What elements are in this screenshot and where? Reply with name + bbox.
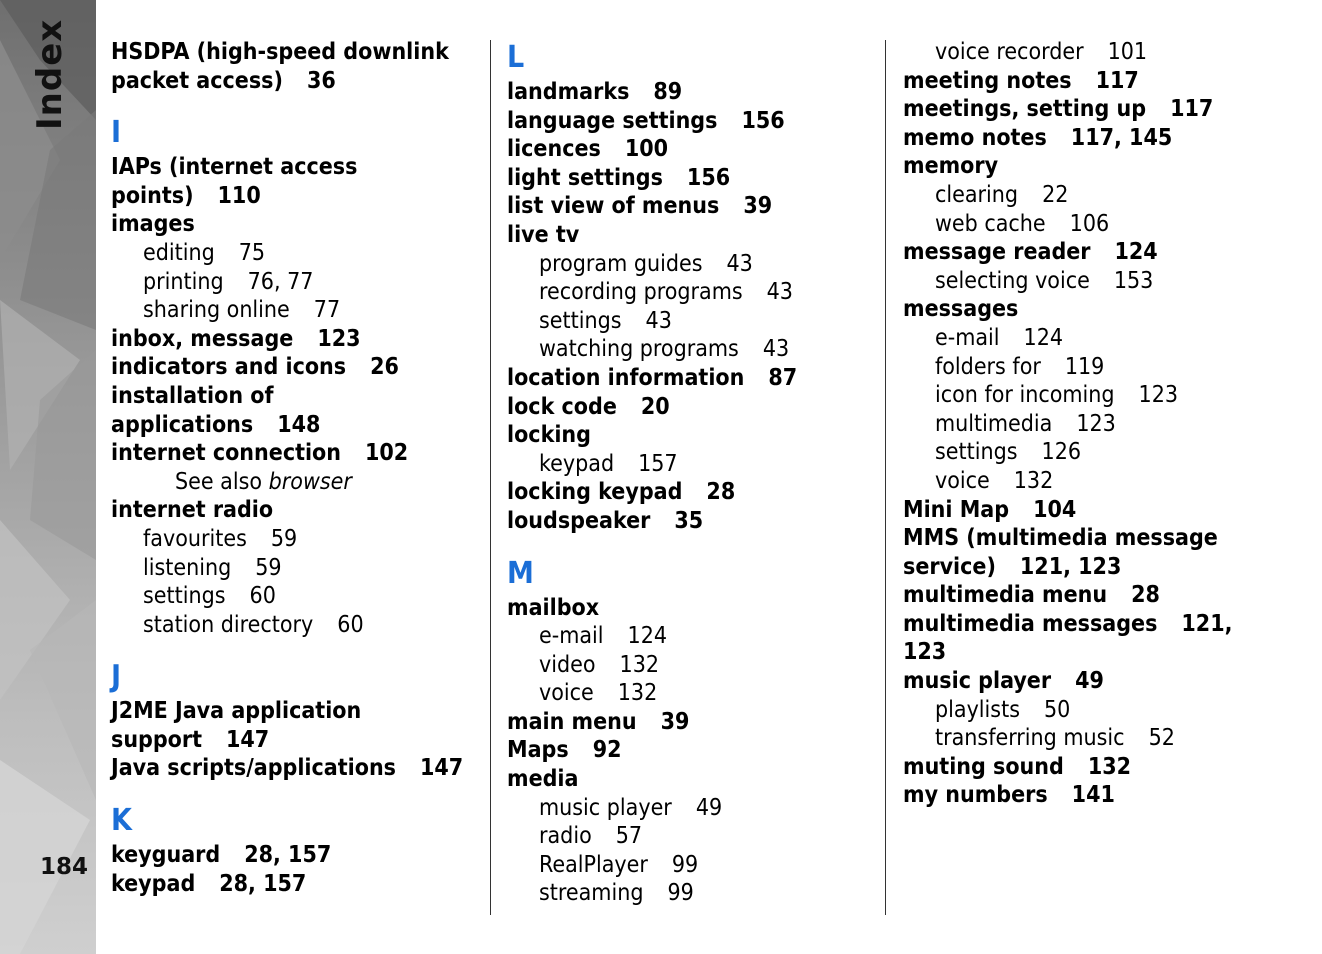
index-entry [903,295,1303,324]
index-subentry [903,467,1303,496]
entry-term: message reader [903,239,1091,266]
index-subentry [903,724,1303,753]
entry-page-ref: 52 [1148,725,1175,752]
entry-page-ref: 59 [255,554,282,581]
entry-page-ref: 49 [695,794,723,821]
entry-term: landmarks [507,79,630,105]
entry-term: meeting notes [903,67,1072,94]
entry-term: messages [903,296,1019,323]
entry-term: keypad [539,450,615,477]
entry-term: Maps [507,737,569,764]
index-subentry [111,611,481,640]
entry-page-ref: 43 [645,307,672,334]
index-entry [903,67,1303,96]
see-also-reference: browser [268,468,352,495]
index-subentry [111,582,481,611]
entry-term: live tv [507,221,580,248]
entry-page-ref: 43 [762,336,790,363]
entry-term: listening [143,554,232,581]
entry-term: voice [539,680,594,707]
index-entry [507,421,877,450]
entry-term: e-mail [539,623,604,650]
index-subentry [507,307,877,336]
entry-page-ref: 22 [1042,181,1069,208]
section-letter: J [111,659,122,695]
index-column-2 [507,38,877,908]
entry-page-ref: 148 [277,411,321,438]
index-entry [903,781,1303,810]
entry-term: location information [507,364,745,391]
entry-term: settings [143,583,226,610]
entry-term: language settings [507,107,718,134]
entry-page-ref: 110 [217,182,261,209]
side-tab [0,0,96,954]
index-entry [111,210,481,239]
entry-term: Java scripts/applications [111,755,396,782]
entry-page-ref: 60 [249,583,276,610]
index-subentry [507,651,877,680]
index-entry [111,841,481,870]
entry-term: station directory [143,611,314,638]
index-entry [507,736,877,765]
entry-term: meetings, setting up [903,96,1147,123]
entry-page-ref: 121, [1181,610,1233,637]
index-subentry [111,554,481,583]
entry-page-ref: 57 [615,823,643,850]
entry-page-ref: 43 [726,250,753,277]
index-entry [111,353,481,382]
index-entry [507,78,877,107]
entry-term: locking keypad [507,479,683,506]
entry-term: internet radio [111,497,274,524]
index-entry [903,496,1303,525]
index-entry [111,496,481,525]
entry-term: my numbers [903,782,1048,809]
entry-page-ref: 124 [627,623,668,650]
index-subentry [903,324,1303,353]
index-entry [111,382,481,411]
index-entry [507,192,877,221]
index-entry [111,325,481,354]
index-subentry [903,410,1303,439]
entry-page-ref: 75 [238,239,266,266]
entry-page-ref: 156 [686,164,731,191]
entry-term: selecting voice [935,267,1090,294]
index-subentry [507,679,877,708]
entry-term: multimedia menu [903,582,1108,609]
index-subentry [111,239,481,268]
entry-term: keypad [111,870,196,897]
entry-term: internet connection [111,440,342,467]
entry-page-ref: 39 [660,708,690,735]
entry-term: settings [539,307,622,334]
index-entry [507,708,877,737]
entry-page-ref: 117 [1170,96,1214,123]
entry-term: list view of menus [507,193,720,220]
entry-page-ref: 132 [1013,467,1054,494]
entry-term: RealPlayer [539,851,648,878]
index-entry [111,870,481,899]
index-entry [903,667,1303,696]
index-entry [111,38,481,67]
entry-term: keyguard [111,842,221,869]
entry-term: editing [143,239,215,266]
entry-page-ref: 123 [1076,410,1116,437]
entry-term: streaming [539,880,644,907]
index-subentry [111,296,481,325]
index-entry [111,153,481,182]
index-subentry [111,525,481,554]
entry-term: playlists [935,696,1020,723]
entry-page-ref: 50 [1043,696,1071,723]
entry-page-ref: 147 [420,755,464,782]
index-entry [111,754,481,783]
section-letter: I [111,115,122,151]
index-subentry [903,381,1303,410]
entry-term: support [111,726,203,753]
entry-term: IAPs (internet access [111,154,358,181]
index-entry [903,238,1303,267]
index-entry [903,124,1303,153]
index-entry [507,164,877,193]
page-number: 184 [40,854,89,880]
index-entry [507,364,877,393]
entry-term: licences [507,136,601,163]
entry-term: transferring music [935,725,1125,752]
index-entry [111,439,481,468]
index-entry [507,107,877,136]
entry-term: program guides [539,250,703,277]
entry-page-ref: 77 [313,297,341,324]
entry-page-ref: 102 [365,440,409,467]
entry-term: memory [903,153,999,180]
entry-page-ref: 121, 123 [1019,553,1122,580]
entry-term: light settings [507,164,663,191]
section-letter: K [111,803,132,839]
index-entry [111,182,481,211]
entry-term: inbox, message [111,325,294,352]
entry-page-ref: 147 [226,726,270,753]
entry-page-ref: 99 [667,880,694,907]
index-entry [111,67,481,96]
entry-page-ref: 104 [1033,496,1077,523]
entry-page-ref: 156 [741,107,785,134]
index-subentry [903,181,1303,210]
entry-term: sharing online [143,297,290,324]
entry-page-ref: 101 [1107,39,1148,65]
entry-term: HSDPA (high-speed downlink [111,39,449,65]
index-entry [903,553,1303,582]
entry-term: mailbox [507,594,600,621]
entry-term: main menu [507,708,637,735]
index-entry [507,594,877,623]
index-entry [507,478,877,507]
entry-term: voice [935,467,990,494]
column-divider [885,40,886,915]
index-entry [111,697,481,726]
entry-term: muting sound [903,753,1064,780]
see-also-entry [111,468,481,497]
entry-term: watching programs [539,336,739,363]
entry-term: voice recorder [935,39,1084,65]
entry-page-ref: 132 [1087,753,1132,780]
index-subentry [903,353,1303,382]
index-subentry [507,450,877,479]
entry-page-ref: 26 [370,354,399,381]
entry-term: images [111,211,195,238]
entry-page-ref: 36 [306,67,336,94]
index-entry [903,524,1303,553]
entry-page-ref: 99 [671,851,699,878]
index-entry [507,765,877,794]
entry-page-ref: 153 [1113,267,1154,294]
index-entry [903,753,1303,782]
entry-page-ref: 117, 145 [1070,124,1173,151]
index-entry [111,411,481,440]
entry-term: media [507,766,579,793]
index-subentry [903,438,1303,467]
index-subentry [507,278,877,307]
entry-page-ref: 92 [592,737,622,764]
entry-page-ref: 28 [1131,582,1160,609]
index-entry [507,221,877,250]
entry-term: e-mail [935,324,1000,351]
entry-page-ref: 119 [1064,353,1105,380]
entry-page-ref: 87 [768,364,798,391]
index-subentry [507,335,877,364]
entry-page-ref: 39 [743,193,773,220]
entry-term: applications [111,411,254,438]
index-subentry [903,210,1303,239]
index-entry [111,726,481,755]
entry-page-ref: 132 [617,680,658,707]
entry-page-ref: 49 [1075,668,1104,695]
index-entry [507,393,877,422]
index-entry [903,152,1303,181]
entry-term: installation of [111,382,274,409]
entry-page-ref: 126 [1041,439,1082,466]
index-subentry [903,696,1303,725]
entry-term: music player [539,794,672,821]
entry-term: clearing [935,181,1019,208]
entry-term: music player [903,668,1052,695]
entry-page-ref: 76, 77 [247,268,314,295]
entry-page-ref: 59 [270,525,298,552]
entry-page-ref: 132 [619,651,660,678]
entry-page-ref: 28, 157 [219,870,307,897]
index-subentry [507,822,877,851]
entry-term: Mini Map [903,496,1010,523]
entry-term: icon for incoming [935,382,1115,409]
entry-term: J2ME Java application [111,698,362,725]
entry-page-ref: 123 [317,325,361,352]
index-subentry [507,851,877,880]
entry-page-ref: 124 [1023,324,1064,351]
entry-term: folders for [935,353,1041,380]
entry-term: radio [539,823,592,850]
entry-term: multimedia [935,410,1053,437]
index-column-1 [111,38,481,898]
index-subentry [903,38,1303,67]
see-also-label: See also [175,468,263,495]
entry-term: packet access) [111,67,283,94]
entry-page-ref: 123 [1138,382,1179,409]
entry-page-ref: 20 [640,393,670,420]
entry-term: points) [111,182,194,209]
index-entry [903,581,1303,610]
index-subentry [507,794,877,823]
index-entry [903,638,1303,667]
index-column-3 [903,38,1303,810]
entry-page-ref: 141 [1071,782,1115,809]
entry-term: multimedia messages [903,610,1158,637]
section-title: Index [30,18,70,130]
entry-term: 123 [903,639,947,666]
index-entry [903,610,1303,639]
entry-page-ref: 28, 157 [244,842,332,869]
index-subentry [903,267,1303,296]
entry-page-ref: 106 [1069,210,1110,237]
decorative-background [0,0,96,954]
entry-term: lock code [507,393,617,420]
entry-term: locking [507,422,591,449]
entry-term: memo notes [903,124,1047,151]
entry-term: web cache [935,210,1046,237]
entry-term: loudspeaker [507,507,651,534]
index-subentry [507,250,877,279]
entry-page-ref: 100 [624,136,669,163]
entry-term: MMS (multimedia message [903,525,1218,552]
entry-term: favourites [143,525,247,552]
entry-term: indicators and icons [111,354,347,381]
entry-term: settings [935,439,1018,466]
column-divider [490,40,491,915]
entry-page-ref: 124 [1114,239,1158,266]
entry-page-ref: 28 [706,479,736,506]
entry-page-ref: 43 [766,279,793,306]
index-entry [903,95,1303,124]
entry-page-ref: 117 [1095,67,1139,94]
entry-page-ref: 157 [638,450,678,477]
index-subentry [507,879,877,908]
index-entry [507,507,877,536]
index-entry [507,135,877,164]
entry-term: service) [903,553,996,580]
entry-page-ref: 35 [674,507,704,534]
index-subentry [507,622,877,651]
section-letter: L [507,40,525,75]
entry-term: recording programs [539,279,743,306]
entry-page-ref: 89 [653,79,683,105]
section-letter: M [507,555,534,591]
entry-page-ref: 60 [337,611,364,638]
index-subentry [111,268,481,297]
entry-term: printing [143,268,224,295]
entry-term: video [539,651,596,678]
